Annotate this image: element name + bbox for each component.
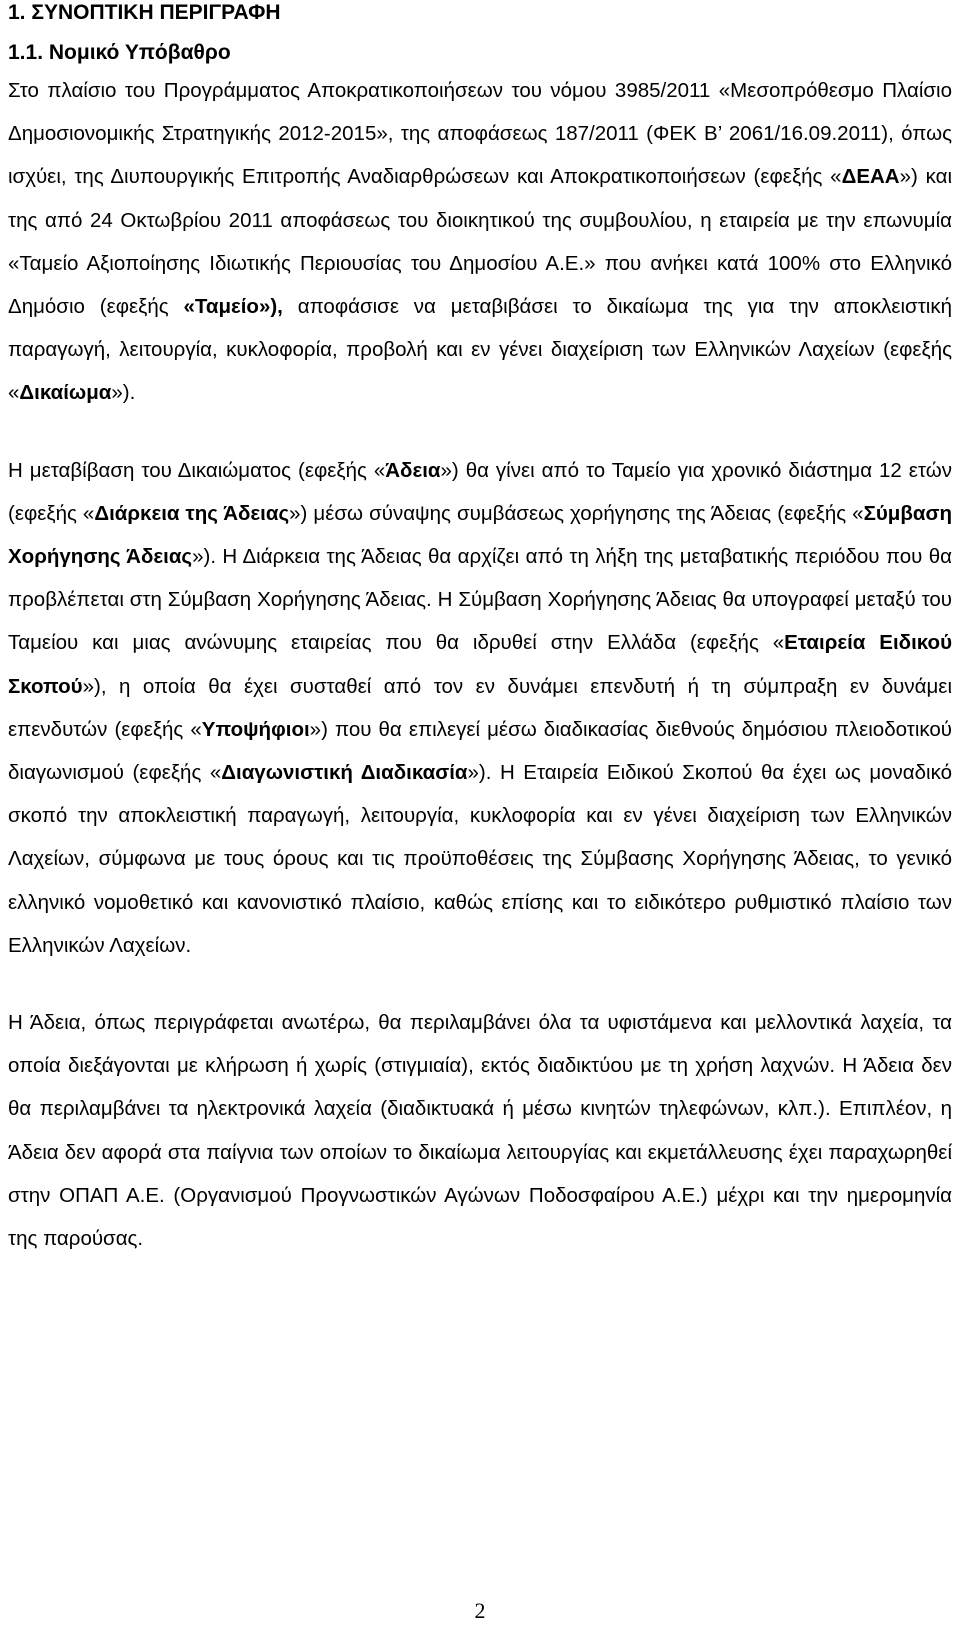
defined-term: «Ταμείο»),	[183, 295, 283, 319]
paragraph-text: ») και της από 24 Οκτωβρίου 2011 αποφάσεως του διοικητικού της συμβουλίου, η εταιρεία με την επωνυμία «Ταμείο Αξιοποίησης Ιδιωτικής Περιουσίας του Δημοσίου Α.Ε.» που ανήκει κατά 100% στο Ελληνικό Δημόσιο (εφεξής	[8, 165, 952, 319]
paragraph-text: Στο πλαίσιο του Προγράμματος Αποκρατικοποιήσεων του νόμου 3985/2011 «Μεσοπρόθεσμο Πλαίσιο Δημοσιονομικής Στρατηγικής 2012-2015», της αποφάσεως 187/2011 (ΦΕΚ Β’ 2061/16.09.2011), όπως ισχύει, της Διυπουργικής Επιτροπής Αναδιαρθρώσεων και Αποκρατικοποιήσεων (εφεξής «	[8, 79, 952, 189]
paragraph-text: »). Η Εταιρεία Ειδικού Σκοπού θα έχει ως μοναδικό σκοπό την αποκλειστική παραγωγή, λειτουργία, κυκλοφορία και εν γένει διαχείριση των Ελληνικών Λαχείων, σύμφωνα με τους όρους και τις προϋποθέσεις της Σύμβασης Χορήγησης Άδειας, το γενικό ελληνικό νομοθετικό και κανονιστικό πλαίσιο, καθώς επίσης και το ειδικότερο ρυθμιστικό πλαίσιο των Ελληνικών Λαχείων.	[8, 761, 952, 957]
page-number: 2	[474, 1598, 486, 1623]
paragraph-text: αποφάσισε να μεταβιβάσει το δικαίωμα της για την αποκλειστική παραγωγή, λειτουργία, κυκλοφορία, προβολή και εν γένει διαχείριση των Ελληνικών Λαχείων (εφεξής «	[8, 295, 952, 405]
defined-term: Διάρκεια της Άδειας	[94, 501, 290, 525]
defined-term: Άδεια	[385, 458, 441, 482]
paragraph-text: ») θα γίνει από το Ταμείο για χρονικό διάστημα 12 ετών (εφεξής «	[8, 458, 952, 525]
subsection-heading: 1.1. Νομικό Υπόβαθρο	[8, 41, 231, 64]
defined-term: Δικαίωμα	[19, 381, 112, 405]
paragraph-text: »).	[111, 381, 136, 405]
document-page	[8, 0, 952, 1260]
paragraph-text: »). Η Διάρκεια της Άδειας θα αρχίζει από τη λήξη της μεταβατικής περιόδου που θα προβλέπεται στη Σύμβαση Χορήγησης Άδειας. Η Σύμβαση Χορήγησης Άδειας θα υπογραφεί μεταξύ του Ταμείου και μιας ανώνυμης εταιρείας που θα ιδρυθεί στην Ελλάδα (εφεξής «	[8, 545, 952, 655]
paragraph-license-transfer	[8, 449, 952, 967]
defined-term: Σύμβαση Χορήγησης Άδειας	[8, 501, 952, 569]
defined-term: Διαγωνιστική Διαδικασία	[221, 761, 468, 785]
paragraph-text: »), η οποία θα έχει συσταθεί από τον εν δυνάμει επενδυτή ή τη σύμπραξη εν δυνάμει επενδυτών (εφεξής «	[8, 674, 952, 741]
paragraph-legal-basis	[8, 69, 952, 415]
defined-term: Εταιρεία Ειδικού Σκοπού	[8, 631, 953, 698]
paragraph-license-scope: Η Άδεια, όπως περιγράφεται ανωτέρω, θα περιλαμβάνει όλα τα υφιστάμενα και μελλοντικά λαχεία, τα οποία διεξάγονται με κλήρωση ή χωρίς (στιγμιαία), εκτός διαδικτύου με τη χρήση λαχνών. Η Άδεια δεν θα περιλαμβάνει τα ηλεκτρονικά λαχεία (διαδικτυακά ή μέσω κινητών τηλεφώνων, κλπ.). Επιπλέον, η Άδεια δεν αφορά στα παίγνια των οποίων το δικαίωμα λειτουργίας και εκμετάλλευσης έχει παραχωρηθεί στην ΟΠΑΠ Α.Ε. (Οργανισμού Προγνωστικών Αγώνων Ποδοσφαίρου Α.Ε.) μέχρι και την ημερομηνία της παρούσας.	[8, 1011, 952, 1251]
defined-term: Υποψήφιοι	[201, 717, 310, 741]
paragraph-text: ») μέσω σύναψης συμβάσεως χορήγησης της Άδειας (εφεξής «	[289, 501, 864, 525]
paragraph-text: ») που θα επιλεγεί μέσω διαδικασίας διεθνούς δημόσιου πλειοδοτικού διαγωνισμού (εφεξής «	[8, 717, 952, 785]
section-heading: 1. ΣΥΝΟΠΤΙΚΗ ΠΕΡΙΓΡΑΦΗ	[8, 1, 281, 24]
defined-term: ΔΕΑΑ	[841, 165, 900, 189]
paragraph-text: Η μεταβίβαση του Δικαιώματος (εφεξής «	[8, 458, 386, 482]
